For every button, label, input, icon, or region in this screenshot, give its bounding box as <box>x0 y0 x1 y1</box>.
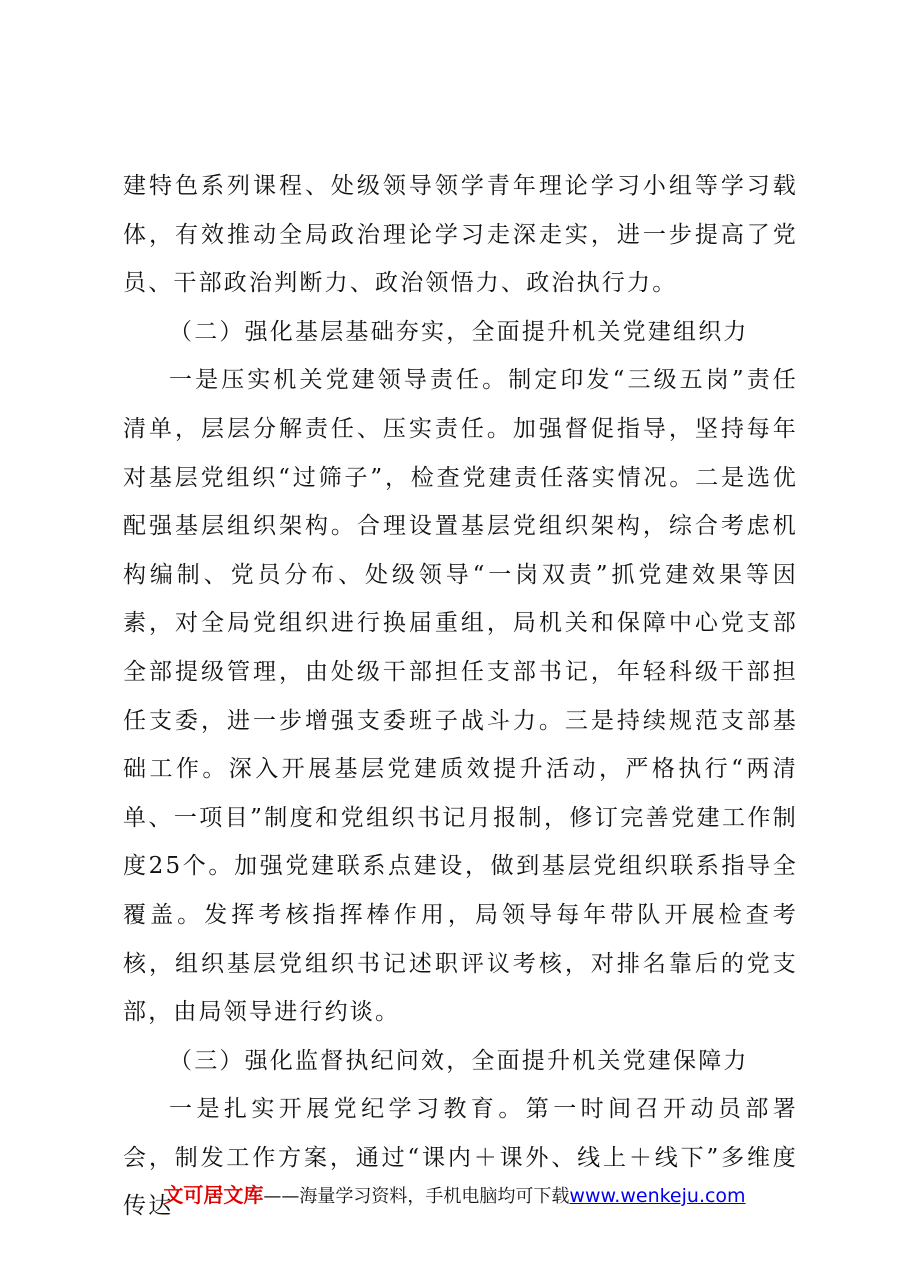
footer-banner <box>0 1180 909 1212</box>
section-heading-2: （二）强化基层基础夯实，全面提升机关党建组织力 <box>169 318 749 345</box>
footer-website-link[interactable]: www.wenkeju.com <box>569 1185 746 1207</box>
section-heading-3: （三）强化监督执纪问效，全面提升机关党建保障力 <box>169 1047 749 1074</box>
document-body <box>123 162 798 1231</box>
paragraph-continued: 建特色系列课程、处级领导领学青年理论学习小组等学习载体，有效推动全局政治理论学习走深走实，进一步提高了党员、干部政治判断力、政治领悟力、政治执行力。 <box>123 173 798 297</box>
paragraph-organization: 一是压实机关党建领导责任。制定印发“三级五岗”责任清单，层层分解责任、压实责任。加强督促指导，坚持每年对基层党组织“过筛子”，检查党建责任落实情况。二是选优配强基层组织架构。合理设置基层党组织架构，综合考虑机构编制、党员分布、处级领导“一岗双责”抓党建效果等因素，对全局党组织进行换届重组，局机关和保障中心党支部全部提级管理，由处级干部担任支部书记，年轻科级干部担任支委，进一步增强支委班子战斗力。三是持续规范支部基础工作。深入开展基层党建质效提升活动，严格执行“两清单、一项目”制度和党组织书记月报制，修订完善党建工作制度25个。加强党建联系点建设，做到基层党组织联系指导全覆盖。发挥考核指挥棒作用，局领导每年带队开展检查考核，组织基层党组织书记述职评议考核，对排名靠后的党支部，由局领导进行约谈。 <box>123 367 798 1026</box>
footer-brand: 文可居文库 <box>163 1183 264 1207</box>
paragraph-discipline: 一是扎实开展党纪学习教育。第一时间召开动员部署会，制发工作方案，通过“课内＋课外、线上＋线下”多维度传达 <box>123 1096 798 1220</box>
footer-slogan: 海量学习资料，手机电脑均可下载 <box>299 1186 570 1207</box>
footer-dash: —— <box>263 1186 300 1207</box>
